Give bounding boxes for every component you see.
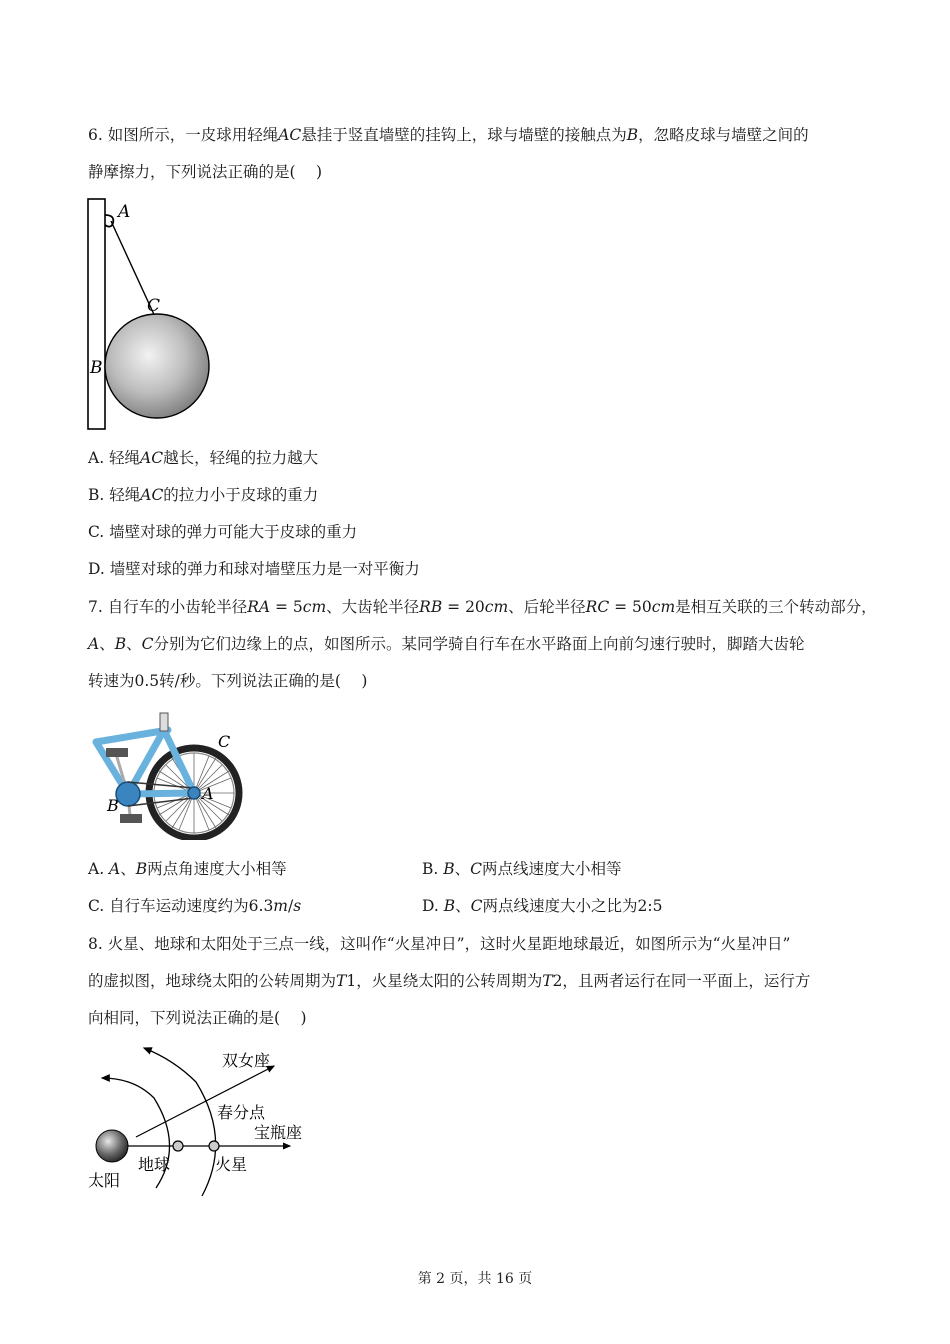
q6-stem-line2: 静摩擦力，下列说法正确的是( ) xyxy=(88,163,323,181)
q7-figure-bicycle xyxy=(88,710,248,840)
q6-figure-ball-on-wall xyxy=(84,195,224,435)
q7-option-a: A. 𝐴、𝐵两点角速度大小相等 xyxy=(88,860,287,878)
q7-stem-line3: 转速为0.5转/秒。下列说法正确的是( ) xyxy=(88,672,368,690)
q8-stem-line1: 8. 火星、地球和太阳处于三点一线，这叫作“火星冲日”，这时火星距地球最近，如图所示为“火星冲日” xyxy=(88,935,791,953)
label-a: A xyxy=(118,202,131,222)
small-gear xyxy=(188,787,200,799)
page-footer: 第 2 页，共 16 页 xyxy=(417,1271,533,1287)
label-b: B xyxy=(107,796,119,815)
q7-stem-line2: 𝐴、𝐵、𝐶分别为它们边缘上的点，如图所示。某同学骑自行车在水平路面上向前匀速行驶时，脚踏大齿轮 xyxy=(88,635,805,653)
big-gear xyxy=(116,782,140,806)
q8-stem-line2: 的虚拟图，地球绕太阳的公转周期为𝑇1，火星绕太阳的公转周期为𝑇2，且两者运行在同一平面上，运行方 xyxy=(88,972,811,990)
label-a: A xyxy=(202,784,214,803)
pedal-top xyxy=(106,748,128,757)
q6-option-a: A. 轻绳𝐴𝐶越长，轻绳的拉力越大 xyxy=(88,449,319,467)
q6-stem-line1: 6. 如图所示，一皮球用轻绳𝐴𝐶悬挂于竖直墙壁的挂钩上，球与墙壁的接触点为𝐵，忽略皮球与墙壁之间的 xyxy=(88,126,809,144)
label-c: C xyxy=(218,732,231,751)
label-earth: 地球 xyxy=(138,1155,171,1174)
pedal-bottom xyxy=(120,814,142,823)
wall xyxy=(88,199,105,429)
label-equinox: 春分点 xyxy=(217,1103,266,1122)
q6-option-c: C. 墙壁对球的弹力可能大于皮球的重力 xyxy=(88,523,358,541)
q8-figure-mars-opposition xyxy=(84,1040,324,1200)
q6-option-d: D. 墙壁对球的弹力和球对墙壁压力是一对平衡力 xyxy=(88,560,420,578)
q7-option-b: B. 𝐵、𝐶两点线速度大小相等 xyxy=(422,860,622,878)
q7-stem-line1: 7. 自行车的小齿轮半径𝑅𝐴 = 5𝑐𝑚、大齿轮半径𝑅𝐵 = 20𝑐𝑚、后轮半径𝑅𝐶 = 50𝑐𝑚是相互关联的三个转动部分， xyxy=(88,598,877,616)
label-b: B xyxy=(90,358,103,378)
label-c: C xyxy=(147,296,161,316)
q7-option-c: C. 自行车运动速度约为6.3𝑚/𝑠 xyxy=(88,897,302,915)
frame xyxy=(96,730,194,794)
q7-option-d: D. 𝐵、𝐶两点线速度大小之比为2:5 xyxy=(422,897,663,915)
q8-stem-line3: 向相同，下列说法正确的是( ) xyxy=(88,1009,307,1027)
mars xyxy=(209,1141,219,1151)
seat-post xyxy=(160,713,168,731)
q6-option-b: B. 轻绳𝐴𝐶的拉力小于皮球的重力 xyxy=(88,486,319,504)
label-sun: 太阳 xyxy=(88,1171,121,1190)
ball xyxy=(105,314,209,418)
label-mars: 火星 xyxy=(215,1155,248,1174)
earth xyxy=(173,1141,183,1151)
label-gemini: 双女座 xyxy=(222,1051,271,1070)
label-aquarius: 宝瓶座 xyxy=(254,1123,303,1142)
sun xyxy=(96,1130,128,1162)
